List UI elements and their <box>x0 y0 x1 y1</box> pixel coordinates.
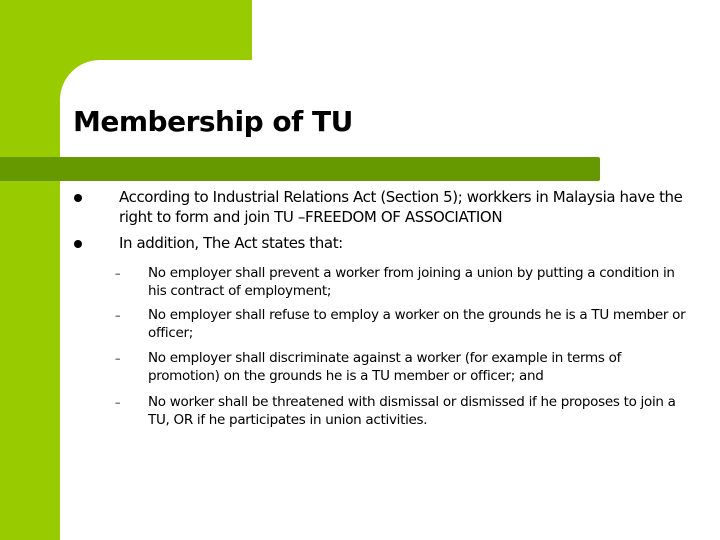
bullet-text: In addition, The Act states that: <box>119 234 343 252</box>
sub-bullet-text: No employer shall refuse to employ a worker on the grounds he is a TU member or officer; <box>148 307 686 341</box>
bullet-text: According to Industrial Relations Act (Section 5); workkers in Malaysia have the right to form and join TU –FREEDOM OF ASSOCIATION <box>119 188 683 226</box>
bullet-dot-icon <box>74 194 82 202</box>
dash-marker-icon: – <box>115 352 121 365</box>
sub-bullet-text: No worker shall be threatened with dismissal or dismissed if he proposes to join a TU, OR if he participates in union activities. <box>148 394 676 428</box>
sub-bullet-text: No employer shall discriminate against a worker (for example in terms of promotion) on the grounds he is a TU member or officer; and <box>148 350 622 384</box>
dash-marker-icon: – <box>115 396 121 409</box>
sub-bullet-text: No employer shall prevent a worker from joining a union by putting a condition in his contract of employment; <box>148 265 675 299</box>
bullet-dot-icon <box>74 240 82 248</box>
dash-marker-icon: – <box>115 267 121 280</box>
slide-title: Membership of TU <box>73 105 353 138</box>
dash-marker-icon: – <box>115 309 121 322</box>
